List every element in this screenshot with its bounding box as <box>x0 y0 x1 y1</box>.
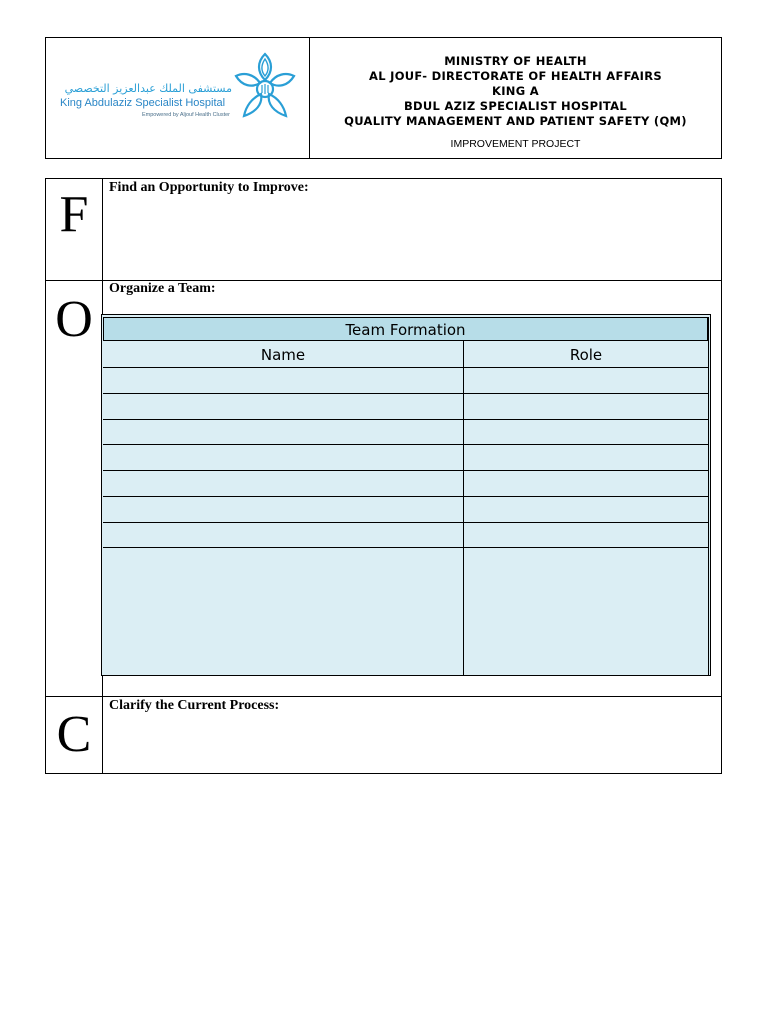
row-line <box>103 496 708 497</box>
section-organize <box>46 280 721 697</box>
column-header-name: Name <box>260 346 306 364</box>
header-line-king: KING A <box>492 84 539 98</box>
header-line-quality: QUALITY MANAGEMENT AND PATIENT SAFETY (QM) <box>344 114 687 128</box>
focus-form <box>45 178 722 774</box>
section-label: Clarify the Current Process: <box>109 698 280 713</box>
logo-arabic-name: مستشفى الملك عبدالعزيز التخصصي <box>64 82 232 95</box>
section-letter: O <box>55 291 93 348</box>
row-line <box>103 470 708 471</box>
table-right-border <box>708 317 709 675</box>
row-line <box>103 367 708 368</box>
row-line <box>103 393 708 394</box>
header-line-directorate: AL JOUF- DIRECTORATE OF HEALTH AFFAIRS <box>369 69 662 83</box>
letter-column <box>46 179 103 280</box>
letter-column <box>46 697 103 774</box>
logo-tagline: Empowered by Aljouf Health Cluster <box>141 112 230 118</box>
letter-column <box>46 280 103 696</box>
row-line <box>103 419 708 420</box>
header-title-block <box>310 38 721 158</box>
section-clarify <box>46 697 721 774</box>
row-line <box>103 522 708 523</box>
row-line <box>103 547 708 548</box>
row-line <box>103 444 708 445</box>
document-header <box>45 37 722 159</box>
section-label: Find an Opportunity to Improve: <box>109 180 309 195</box>
team-formation-table <box>101 314 711 676</box>
section-letter: F <box>59 186 89 243</box>
column-header-role: Role <box>569 346 603 364</box>
header-subtitle: IMPROVEMENT PROJECT <box>450 138 581 150</box>
table-title: Team Formation <box>103 317 708 341</box>
section-label: Organize a Team: <box>109 281 216 296</box>
column-divider <box>463 341 464 675</box>
section-letter: C <box>56 706 92 763</box>
section-find <box>46 179 721 281</box>
logo-text-block <box>60 82 232 120</box>
hospital-logo <box>46 38 310 158</box>
header-line-ministry: MINISTRY OF HEALTH <box>444 54 587 68</box>
logo-english-name: King Abdulaziz Specialist Hospital <box>60 97 226 109</box>
star-flower-logo-icon <box>232 50 298 124</box>
header-line-hospital: BDUL AZIZ SPECIALIST HOSPITAL <box>403 99 628 113</box>
